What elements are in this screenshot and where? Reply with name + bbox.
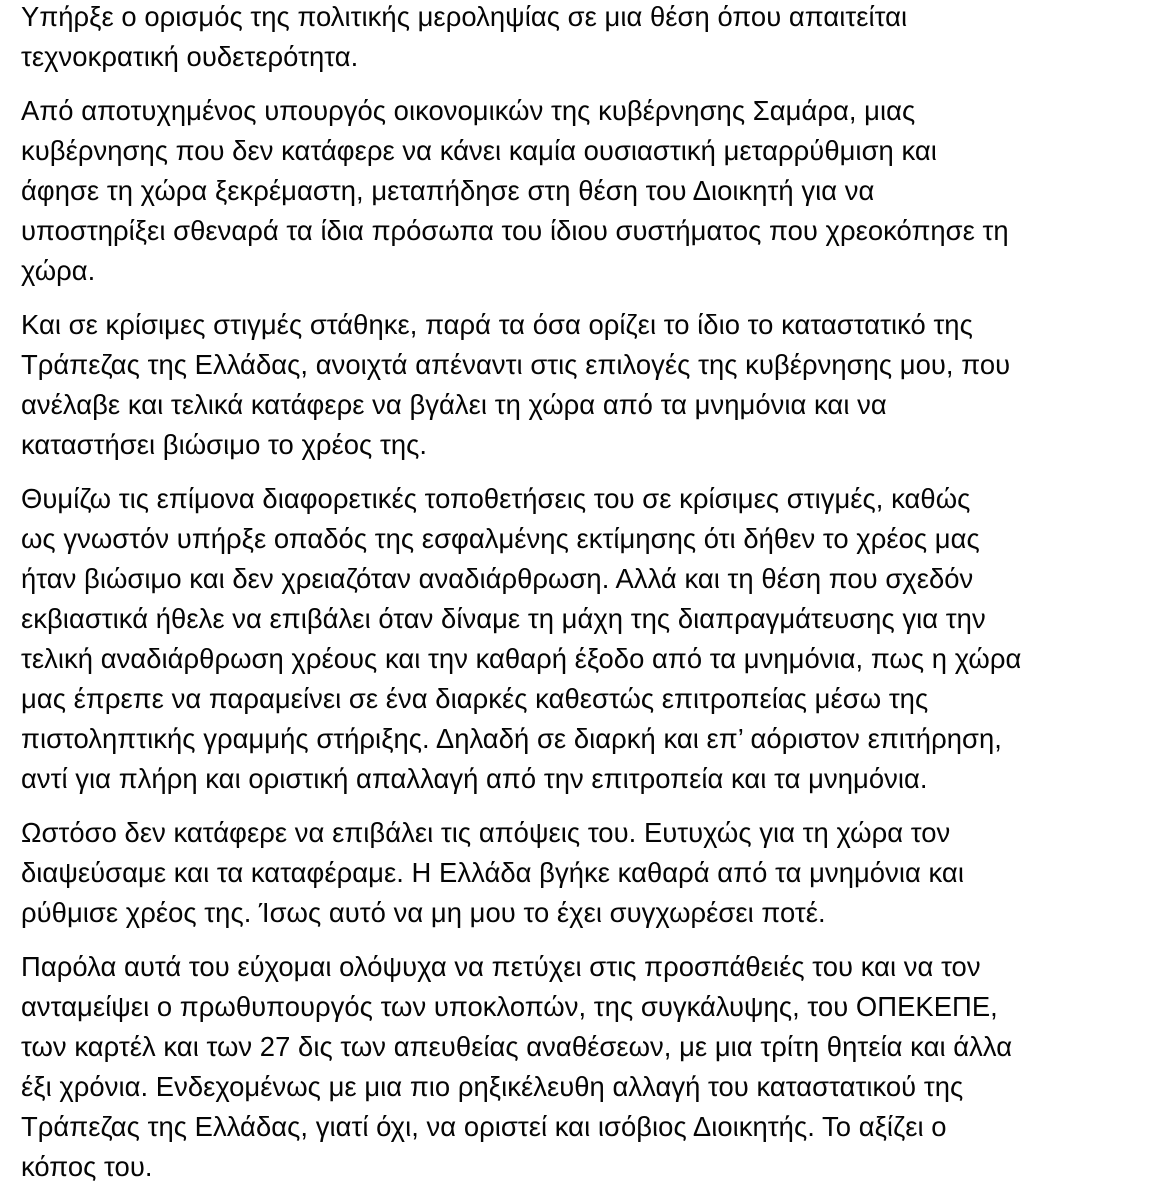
- text-line: μας έπρεπε να παραμείνει σε ένα διαρκές καθεστώς επιτροπείας μέσω της: [21, 683, 929, 714]
- text-line: Τράπεζας της Ελλάδας, ανοιχτά απέναντι στις επιλογές της κυβέρνησης μου, που: [21, 349, 1011, 380]
- text-line: κόπος του.: [21, 1151, 153, 1182]
- paragraph-1: [21, 0, 1172, 77]
- text-line: εκβιαστικά ήθελε να επιβάλει όταν δίναμε τη μάχη της διαπραγμάτευσης για την: [21, 603, 986, 634]
- text-line: Τράπεζας της Ελλάδας, γιατί όχι, να οριστεί και ισόβιος Διοικητής. Το αξίζει ο: [21, 1111, 947, 1142]
- text-line: ρύθμισε χρέος της. Ίσως αυτό να μη μου το έχει συγχωρέσει ποτέ.: [21, 897, 826, 928]
- text-line: τεχνοκρατική ουδετερότητα.: [21, 41, 359, 72]
- paragraph-3: [21, 305, 1172, 465]
- paragraph-5: [21, 813, 1172, 933]
- text-line: Υπήρξε ο ορισμός της πολιτικής μεροληψίας σε μια θέση όπου απαιτείται: [21, 1, 908, 32]
- paragraph-2: [21, 91, 1172, 291]
- text-line: ήταν βιώσιμο και δεν χρειαζόταν αναδιάρθρωση. Αλλά και τη θέση που σχεδόν: [21, 563, 974, 594]
- text-line: Θυμίζω τις επίμονα διαφορετικές τοποθετήσεις του σε κρίσιμες στιγμές, καθώς: [21, 483, 971, 514]
- text-line: καταστήσει βιώσιμο το χρέος της.: [21, 429, 428, 460]
- text-line: διαψεύσαμε και τα καταφέραμε. Η Ελλάδα βγήκε καθαρά από τα μνημόνια και: [21, 857, 964, 888]
- text-line: κυβέρνησης που δεν κατάφερε να κάνει καμία ουσιαστική μεταρρύθμιση και: [21, 135, 937, 166]
- text-line: ως γνωστόν υπήρξε οπαδός της εσφαλμένης εκτίμησης ότι δήθεν το χρέος μας: [21, 523, 980, 554]
- text-line: χώρα.: [21, 255, 96, 286]
- text-line: έξι χρόνια. Ενδεχομένως με μια πιο ρηξικέλευθη αλλαγή του καταστατικού της: [21, 1071, 964, 1102]
- text-line: Και σε κρίσιμες στιγμές στάθηκε, παρά τα όσα ορίζει το ίδιο το καταστατικό της: [21, 309, 973, 340]
- text-line: Ωστόσο δεν κατάφερε να επιβάλει τις απόψεις του. Ευτυχώς για τη χώρα τον: [21, 817, 951, 848]
- text-line: υποστηρίξει σθεναρά τα ίδια πρόσωπα του ίδιου συστήματος που χρεοκόπησε τη: [21, 215, 1009, 246]
- text-line: των καρτέλ και των 27 δις των απευθείας αναθέσεων, με μια τρίτη θητεία και άλλα: [21, 1031, 1013, 1062]
- paragraph-6: [21, 947, 1172, 1187]
- text-line: Παρόλα αυτά του εύχομαι ολόψυχα να πετύχει στις προσπάθειές του και να τον: [21, 951, 981, 982]
- text-line: ανταμείψει ο πρωθυπουργός των υποκλοπών, της συγκάλυψης, του ΟΠΕΚΕΠΕ,: [21, 991, 998, 1022]
- text-line: Από αποτυχημένος υπουργός οικονομικών της κυβέρνησης Σαμάρα, μιας: [21, 95, 916, 126]
- text-line: αντί για πλήρη και οριστική απαλλαγή από την επιτροπεία και τα μνημόνια.: [21, 763, 928, 794]
- text-line: ανέλαβε και τελικά κατάφερε να βγάλει τη χώρα από τα μνημόνια και να: [21, 389, 887, 420]
- text-line: άφησε τη χώρα ξεκρέμαστη, μεταπήδησε στη θέση του Διοικητή για να: [21, 175, 875, 206]
- text-line: τελική αναδιάρθρωση χρέους και την καθαρή έξοδο από τα μνημόνια, πως η χώρα: [21, 643, 1022, 674]
- text-line: πιστοληπτικής γραμμής στήριξης. Δηλαδή σε διαρκή και επ’ αόριστον επιτήρηση,: [21, 723, 1002, 754]
- paragraph-4: [21, 479, 1172, 799]
